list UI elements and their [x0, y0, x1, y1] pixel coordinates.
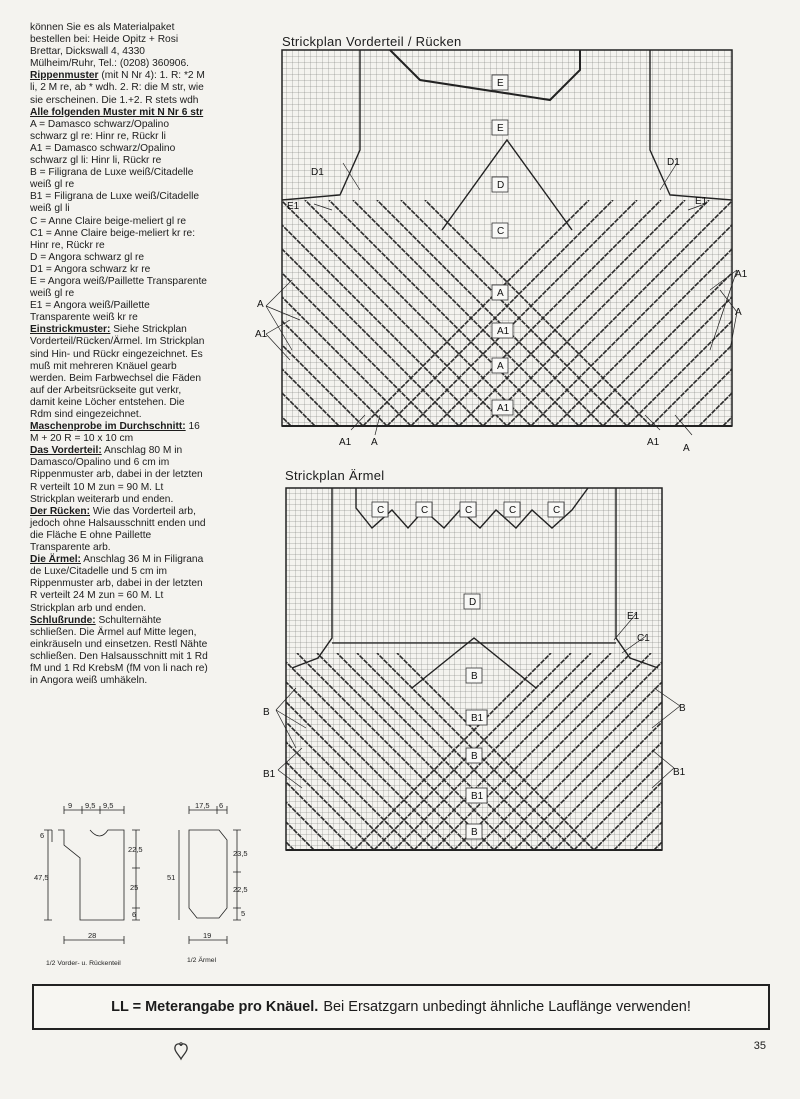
legend-item: C = Anne Claire beige-meliert gl re — [30, 215, 187, 227]
zone-callout-label — [673, 767, 686, 778]
zone-label — [492, 223, 508, 238]
rippen-text: (mit N Nr 4): 1. R: *2 M li, 2 M re, ab * wdh. 2. R: die M str, wie sie erscheinen. Die 1.+2. R stets wdh — [30, 70, 205, 106]
rippen-heading: Rippenmuster — [30, 70, 99, 82]
heart-pendant-icon — [172, 1042, 190, 1062]
chart1-title: Strickplan Vorderteil / Rücken — [282, 34, 462, 49]
zone-callout-label — [287, 201, 300, 212]
zone-callout-label-text: A1 — [339, 437, 352, 448]
zone-label — [504, 502, 520, 517]
schluss-text: Schulternähte schließen. Die Ärmel auf Mitte legen, einkräuseln und einsetzen. Restl Nähte schließen. Den Halsausschnitt mit 1 Rd fM und 1 Rd KrebsM (fM von li nach re) in Angora weiß umhäkeln. — [30, 614, 208, 687]
dim-left-1: 6 — [40, 831, 45, 840]
zone-callout-label-text: A — [735, 307, 742, 318]
einstrick-text: Siehe Strickplan Vorderteil/Rücken/Ärmel. Im Strickplan sind Hin- und Rückr eingezeichnet. Es muß mit mehreren Knäuel gearb werden. Beim Farbwechsel die Fäden auf der Arbeitsrückseite gut verkr, damit keine Löcher entstehen. Die Rdm sind eingezeichnet. — [30, 324, 205, 420]
muster-heading: Alle folgenden Muster mit N Nr 6 str — [30, 106, 204, 118]
zone-callout-label-text: A — [257, 299, 264, 310]
zone-callout-label — [627, 611, 640, 622]
chart2-title: Strickplan Ärmel — [285, 468, 385, 483]
ruecken-heading: Der Rücken: — [30, 505, 91, 517]
zone-callout-label — [311, 167, 324, 178]
zone-callout-label-text: B — [679, 703, 686, 714]
zone-callout-label-text: E1 — [287, 201, 300, 212]
zone-label — [466, 824, 482, 839]
zone-label — [492, 285, 508, 300]
yardage-note-text: Bei Ersatzgarn unbedingt ähnliche Lauflänge verwenden! — [323, 999, 691, 1015]
zone-callout-label-text: B1 — [263, 769, 276, 780]
dim-right-2: 25 — [130, 883, 139, 892]
zone-label — [460, 502, 476, 517]
page-number: 35 — [753, 1040, 766, 1052]
zone-label — [466, 668, 482, 683]
dim-top-2: 9,5 — [85, 801, 96, 810]
zone-label-text: A1 — [497, 326, 510, 337]
dim-top-1: 9 — [68, 801, 73, 810]
zone-callout-label-text: E1 — [695, 196, 708, 207]
zone-callout-label — [371, 437, 378, 448]
ruecken-text: Wie das Vorderteil arb, jedoch ohne Halsausschnitt enden und die Fläche E ohne Paillette Transparente arb. — [30, 505, 206, 554]
schematic1-caption: 1/2 Vorder- u. Rückenteil — [46, 960, 121, 967]
zone-callout-label-text: A — [683, 443, 690, 454]
zone-label — [548, 502, 564, 517]
maschenprobe-text: 16 M + 20 R = 10 x 10 cm — [30, 421, 200, 445]
zone-label — [492, 323, 513, 338]
zone-label-text: D — [497, 180, 505, 191]
zone-label-text: A — [497, 288, 504, 299]
zone-callout-label — [255, 329, 268, 340]
dim-bottom: 28 — [88, 931, 97, 940]
yardage-note-bold: LL = Meterangabe pro Knäuel. — [111, 999, 319, 1015]
zone-label-text: C — [509, 505, 517, 516]
aermel-text: Anschlag 36 M in Filigrana de Luxe/Citadelle und 5 cm im Rippenmuster arb, dabei in der letzten R verteilt 24 M zun = 60 M. Lt Strickplan arb und enden. — [30, 554, 204, 614]
zone-label-text: D — [469, 597, 477, 608]
zone-callout-label-text: E1 — [627, 611, 640, 622]
zone-label-text: C — [465, 505, 473, 516]
zone-callout-label — [339, 437, 352, 448]
zone-label-text: B1 — [471, 713, 484, 724]
zone-callout-label-text: D1 — [667, 157, 680, 168]
legend-item: A1 = Damasco schwarz/Opalino schwarz gl li: Hinr li, Rückr re — [30, 142, 176, 167]
zone-label — [466, 788, 487, 803]
legend-item: D1 = Angora schwarz kr re — [30, 263, 151, 275]
zone-label — [492, 120, 508, 135]
vorderteil-heading: Das Vorderteil: — [30, 445, 102, 457]
yardage-note — [32, 984, 770, 1030]
vorderteil-text: Anschlag 80 M in Damasco/Opalino und 6 cm im Rippenmuster arb, dabei in der letzten R verteilt 10 M zun = 90 M. Lt Strickplan weiterarb und enden. — [30, 445, 203, 505]
zone-label-text: E — [497, 78, 504, 89]
zone-label — [372, 502, 388, 517]
schluss-heading: Schlußrunde: — [30, 614, 96, 626]
dim-right-3: 6 — [132, 910, 137, 919]
zone-label-text: A — [497, 361, 504, 372]
schematic2-caption: 1/2 Ärmel — [187, 957, 217, 964]
zone-label — [416, 502, 432, 517]
legend-item: E1 = Angora weiß/Paillette Transparente weiß kr re — [30, 300, 150, 324]
knitting-chart-front-back — [250, 50, 770, 460]
maschenprobe-heading: Maschenprobe im Durchschnitt: — [30, 421, 186, 433]
dim-left: 51 — [167, 873, 176, 882]
zone-callout-label-text: B — [263, 707, 270, 718]
zone-label-text: A1 — [497, 403, 510, 414]
zone-label — [466, 748, 482, 763]
zone-callout-label — [679, 703, 686, 714]
zone-callout-label — [257, 299, 264, 310]
zone-label — [492, 177, 508, 192]
zone-label — [492, 400, 513, 415]
zone-label-text: C — [553, 505, 561, 516]
intro-text: können Sie es als Materialpaket bestellen bei: Heide Opitz + Rosi Brettar, Dickswall 4, 4330 Mülheim/Ruhr, Tel.: (0208) 360906. — [30, 22, 189, 70]
zone-callout-label-text: A — [371, 437, 378, 448]
legend-item: C1 = Anne Claire beige-meliert kr re: Hinr re, Rückr re — [30, 227, 196, 251]
zone-callout-label — [263, 707, 270, 718]
dim-top-1: 17,5 — [195, 801, 210, 810]
schematic-sleeve — [165, 800, 255, 970]
legend-item: B = Filigrana de Luxe weiß/Citadelle weiß gl re — [30, 167, 194, 191]
zone-callout-label — [667, 157, 680, 168]
zone-label-text: C — [421, 505, 429, 516]
zone-label-text: B — [471, 671, 478, 682]
zone-callout-label — [263, 769, 276, 780]
zone-label-text: E — [497, 123, 504, 134]
zone-label-text: B — [471, 827, 478, 838]
dim-right-1: 22,5 — [128, 845, 143, 854]
zone-callout-label — [647, 437, 660, 448]
zone-callout-label-text: A1 — [735, 269, 748, 280]
zone-callout-label-text: A1 — [647, 437, 660, 448]
schematic-front-back — [34, 800, 150, 970]
zone-callout-label-text: A1 — [255, 329, 268, 340]
dim-top-3: 9,5 — [103, 801, 114, 810]
legend-item: B1 = Filigrana de Luxe weiß/Citadelle weiß gl li — [30, 191, 200, 215]
instructions-column — [30, 22, 208, 687]
dim-right-2: 22,5 — [233, 885, 248, 894]
zone-label-text: B1 — [471, 791, 484, 802]
aermel-heading: Die Ärmel: — [30, 554, 81, 566]
zone-label — [492, 75, 508, 90]
zone-label — [492, 358, 508, 373]
knitting-chart-sleeve — [262, 488, 712, 860]
dim-bottom: 19 — [203, 931, 212, 940]
zone-callout-label-text: D1 — [311, 167, 324, 178]
zone-callout-label-text: C1 — [637, 633, 650, 644]
dim-right-1: 23,5 — [233, 849, 248, 858]
zone-callout-label — [683, 443, 690, 454]
zone-label — [464, 594, 480, 609]
legend-item: E = Angora weiß/Paillette Transparente weiß gl re — [30, 275, 207, 300]
zone-callout-label — [637, 633, 650, 644]
einstrick-heading: Einstrickmuster: — [30, 324, 111, 336]
dim-right-3: 5 — [241, 909, 246, 918]
dim-top-2: 6 — [219, 801, 224, 810]
zone-label-text: C — [497, 226, 505, 237]
zone-label-text: B — [471, 751, 478, 762]
legend-item: D = Angora schwarz gl re — [30, 251, 145, 263]
zone-label — [466, 710, 487, 725]
yarn-legend — [30, 119, 208, 325]
dim-left-2: 47,5 — [34, 873, 49, 882]
zone-callout-label-text: B1 — [673, 767, 686, 778]
zone-label-text: C — [377, 505, 385, 516]
legend-item: A = Damasco schwarz/Opalino schwarz gl re: Hinr re, Rückr li — [30, 118, 170, 142]
